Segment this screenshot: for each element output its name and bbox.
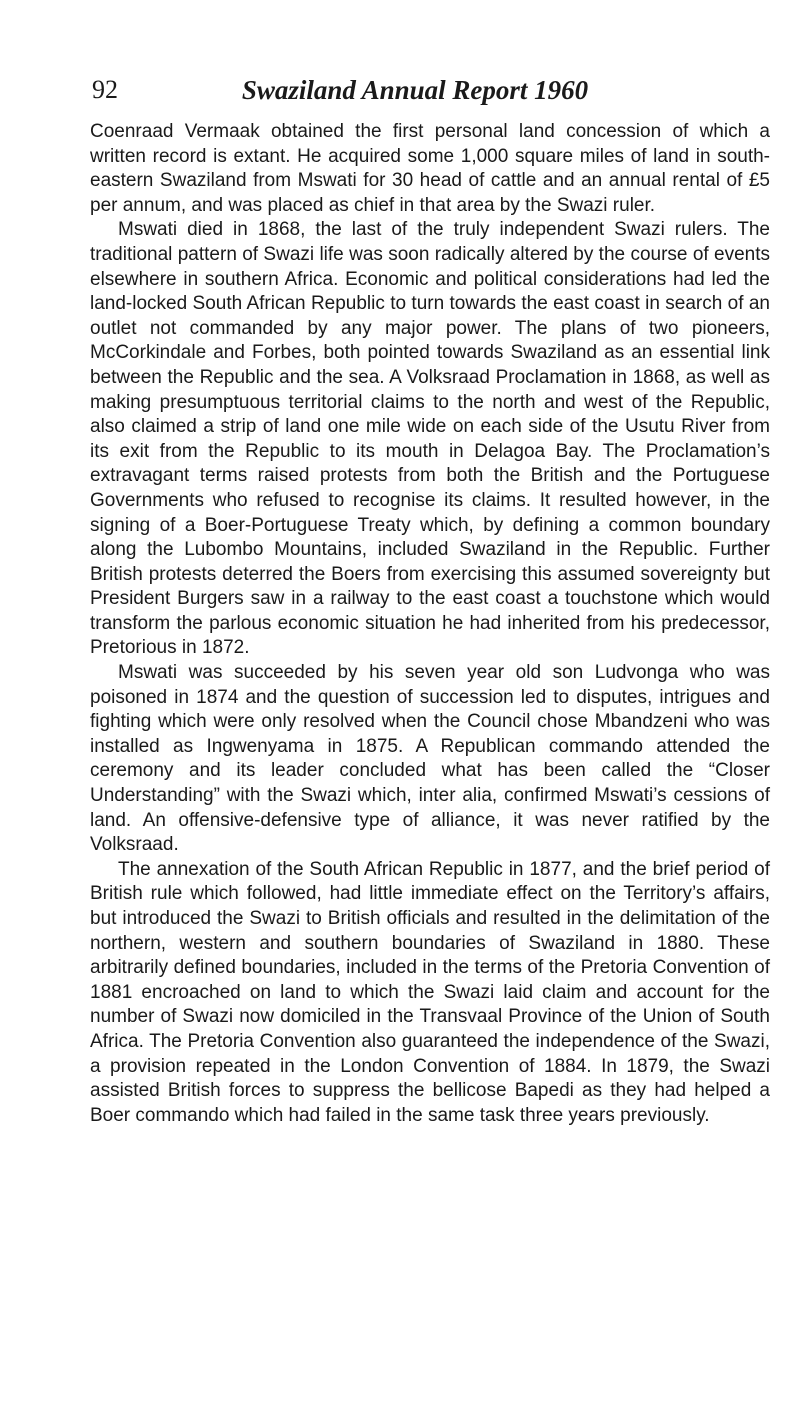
- paragraph: The annexation of the South African Republic in 1877, and the brief period of British rule which followed, had little immediate effect on the Territory’s affairs, but introduced the Swazi to British officials and resulted in the delimitation of the northern, western and southern boundaries of Swaziland in 1880. These arbitrarily defined boundaries, included in the terms of the Pretoria Convention of 1881 encroached on land to which the Swazi laid claim and account for the number of Swazi now domiciled in the Transvaal Province of the Union of South Africa. The Pretoria Convention also guaranteed the independence of the Swazi, a provision repeated in the London Convention of 1884. In 1879, the Swazi assisted British forces to suppress the bellicose Bapedi as they had helped a Boer commando which had failed in the same task three years previously.: [90, 858, 770, 1126]
- document-page: [60, 70, 770, 1128]
- body-text: [90, 120, 770, 1128]
- page-number: 92: [92, 75, 118, 104]
- paragraph: Mswati died in 1868, the last of the truly independent Swazi rulers. The traditional pattern of Swazi life was soon radically altered by the course of events elsewhere in southern Africa. Economic and political considerations had led the land-locked South African Republic to turn towards the east coast in search of an outlet not commanded by any major power. The plans of two pioneers, McCorkindale and Forbes, both pointed towards Swaziland as an essential link between the Republic and the sea. A Volksraad Proclamation in 1868, as well as making presumptuous territorial claims to the north and west of the Republic, also claimed a strip of land one mile wide on each side of the Usutu River from its exit from the Republic to its mouth in Delagoa Bay. The Proclamation’s extravagant terms raised protests from both the British and the Portuguese Governments who refused to recognise its claims. It resulted however, in the signing of a Boer-Portuguese Treaty which, by defining a common boundary along the Lubombo Mountains, included Swaziland in the Republic. Further British protests deterred the Boers from exercising this assumed sovereignty but President Burgers saw in a railway to the east coast a touchstone which would transform the parlous economic situation he had inherited from his predecessor, Pretorious in 1872.: [90, 219, 770, 659]
- page-header: [60, 70, 770, 110]
- paragraph: Coenraad Vermaak obtained the first personal land concession of which a written record is extant. He acquired some 1,000 square miles of land in south-eastern Swaziland from Mswati for 30 head of cattle and an annual rental of £5 per annum, and was placed as chief in that area by the Swazi ruler.: [90, 121, 770, 216]
- running-title: Swaziland Annual Report 1960: [241, 75, 589, 105]
- paragraph: Mswati was succeeded by his seven year old son Ludvonga who was poisoned in 1874 and the question of succession led to disputes, intrigues and fighting which were only resolved when the Council chose Mbandzeni who was installed as Ingwenyama in 1875. A Republican commando attended the ceremony and its leader concluded what has been called the “Closer Understanding” with the Swazi which, inter alia, confirmed Mswati’s cessions of land. An offensive-defensive type of alliance, it was never ratified by the Volksraad.: [90, 662, 770, 856]
